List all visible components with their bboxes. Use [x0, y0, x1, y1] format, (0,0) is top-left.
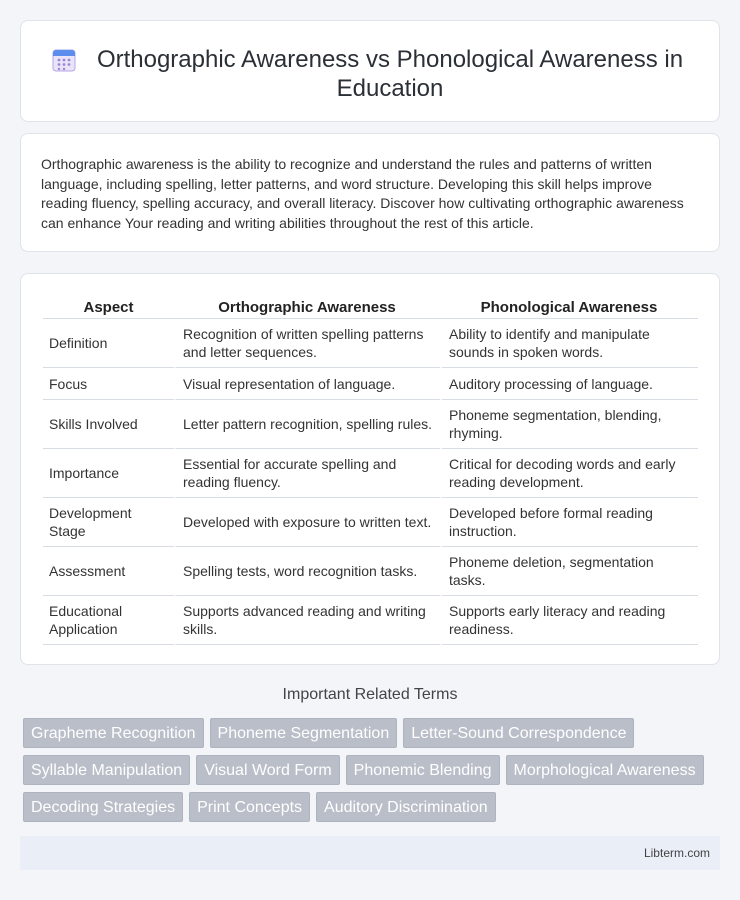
related-terms-list [23, 718, 723, 822]
related-term-tag[interactable]: Phoneme Segmentation [210, 718, 398, 748]
calendar-grid-icon [51, 47, 77, 73]
aspect-cell: Development Stage [43, 498, 174, 547]
related-terms-title: Important Related Terms [282, 686, 458, 703]
table-row [43, 449, 698, 498]
related-term-tag[interactable]: Print Concepts [189, 792, 310, 822]
phonological-cell: Phoneme deletion, segmentation tasks. [440, 547, 698, 596]
table-row [43, 368, 698, 400]
table-row [43, 596, 698, 645]
table-row [43, 400, 698, 449]
comparison-table [43, 296, 698, 645]
related-term-tag[interactable]: Auditory Discrimination [316, 792, 496, 822]
comparison-table-card [20, 273, 720, 665]
table-row [43, 498, 698, 547]
table-row [43, 319, 698, 368]
aspect-cell: Assessment [43, 547, 174, 596]
orthographic-cell: Spelling tests, word recognition tasks. [174, 547, 440, 596]
phonological-cell: Ability to identify and manipulate sounds in spoken words. [440, 319, 698, 368]
intro-card [20, 133, 720, 252]
orthographic-cell: Visual representation of language. [174, 368, 440, 400]
orthographic-cell: Essential for accurate spelling and reading fluency. [174, 449, 440, 498]
phonological-cell: Phoneme segmentation, blending, rhyming. [440, 400, 698, 449]
orthographic-cell: Recognition of written spelling patterns and letter sequences. [174, 319, 440, 368]
aspect-cell: Definition [43, 319, 174, 368]
related-term-tag[interactable]: Grapheme Recognition [23, 718, 204, 748]
footer-site-link[interactable]: Libterm.com [643, 846, 710, 860]
table-header-row [43, 296, 698, 319]
related-term-tag[interactable]: Morphological Awareness [506, 755, 704, 785]
footer [20, 836, 720, 870]
phonological-cell: Developed before formal reading instruction. [440, 498, 698, 547]
table-row [43, 547, 698, 596]
orthographic-cell: Letter pattern recognition, spelling rules. [174, 400, 440, 449]
aspect-cell: Educational Application [43, 596, 174, 645]
aspect-cell: Skills Involved [43, 400, 174, 449]
phonological-cell: Critical for decoding words and early reading development. [440, 449, 698, 498]
phonological-cell: Auditory processing of language. [440, 368, 698, 400]
related-term-tag[interactable]: Decoding Strategies [23, 792, 183, 822]
orthographic-cell: Supports advanced reading and writing skills. [174, 596, 440, 645]
related-term-tag[interactable]: Phonemic Blending [346, 755, 500, 785]
header-aspect: Aspect [43, 296, 174, 319]
phonological-cell: Supports early literacy and reading readiness. [440, 596, 698, 645]
related-term-tag[interactable]: Letter-Sound Correspondence [403, 718, 634, 748]
related-term-tag[interactable]: Syllable Manipulation [23, 755, 190, 785]
header-phonological: Phonological Awareness [440, 296, 698, 319]
aspect-cell: Importance [43, 449, 174, 498]
header-orthographic: Orthographic Awareness [174, 296, 440, 319]
orthographic-cell: Developed with exposure to written text. [174, 498, 440, 547]
page-title: Orthographic Awareness vs Phonological Awareness in Education [96, 46, 684, 102]
header-card [20, 20, 720, 122]
aspect-cell: Focus [43, 368, 174, 400]
intro-paragraph: Orthographic awareness is the ability to recognize and understand the rules and patterns of written language, including spelling, letter patterns, and word structure. Developing this skill helps improve reading fluency, spelling accuracy, and overall literacy. Discover how cultivating orthographic awareness can enhance Your reading and writing abilities throughout the rest of this article. [41, 156, 684, 231]
related-term-tag[interactable]: Visual Word Form [196, 755, 339, 785]
